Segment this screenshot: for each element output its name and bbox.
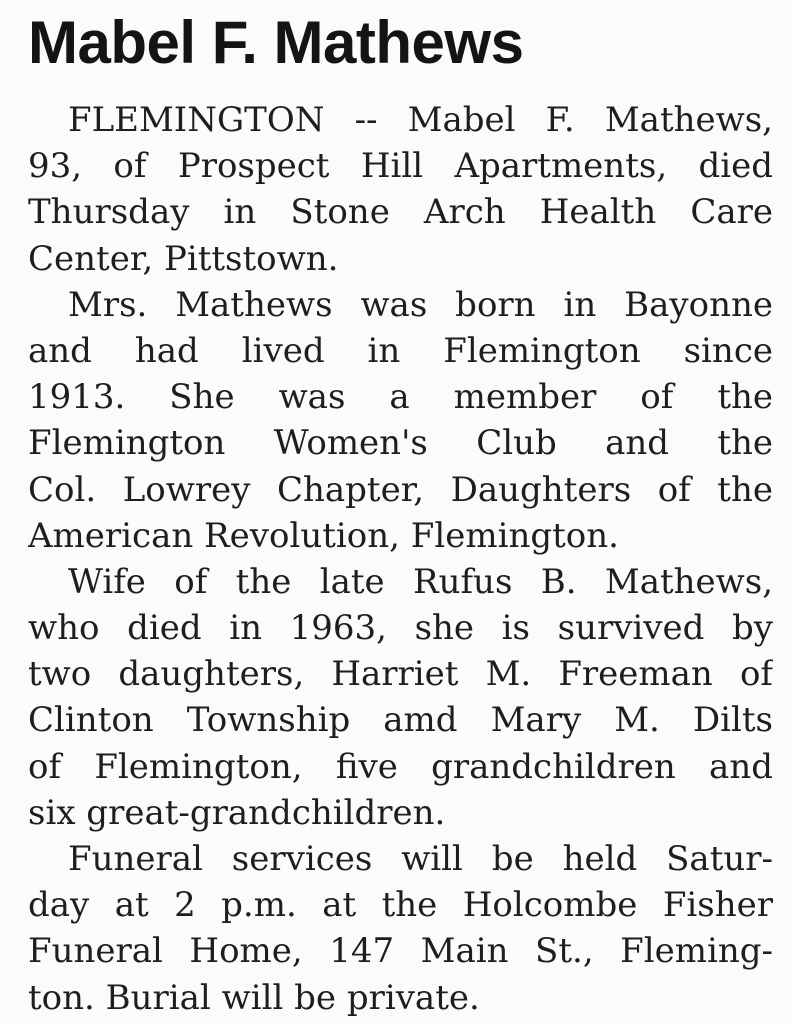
text-line: American Revolution, Flemington. [28,515,619,556]
paragraph-death-notice [28,97,773,282]
text-line: six great-grandchildren. [28,792,446,833]
text-line: of Flemington, five grandchildren and [28,746,773,787]
text-line: day at 2 p.m. at the Holcombe Fisher [28,885,773,926]
paragraph-funeral [28,836,773,1021]
text-line: Thursday in Stone Arch Health Care [28,192,773,233]
obituary-body [28,97,773,1021]
text-line: Mrs. Mathews was born in Bayonne [68,284,773,325]
text-line: two daughters, Harriet M. Freeman of [28,654,773,695]
text-line: who died in 1963, she is survived by [28,608,773,649]
text-line: Col. Lowrey Chapter, Daughters of the [28,469,773,510]
text-line: and had lived in Flemington since [28,330,773,371]
text-line: Funeral services will be held Satur- [68,839,773,879]
text-line: ton. Burial will be private. [28,977,480,1018]
text-line: Center, Pittstown. [28,238,339,279]
text-line: Funeral Home, 147 Main St., Fleming- [28,931,773,972]
paragraph-biography [28,282,773,559]
text-line: Wife of the late Rufus B. Mathews, [68,561,773,602]
text-line: Clinton Township amd Mary M. Dilts [28,700,773,741]
text-line: Flemington Women's Club and the [28,423,773,464]
paragraph-survivors [28,559,773,836]
obituary-headline: Mabel F. Mathews [28,9,524,76]
text-line: 1913. She was a member of the [28,377,773,418]
text-line: 93, of Prospect Hill Apartments, died [28,146,773,187]
text-line: FLEMINGTON -- Mabel F. Mathews, [68,100,773,140]
